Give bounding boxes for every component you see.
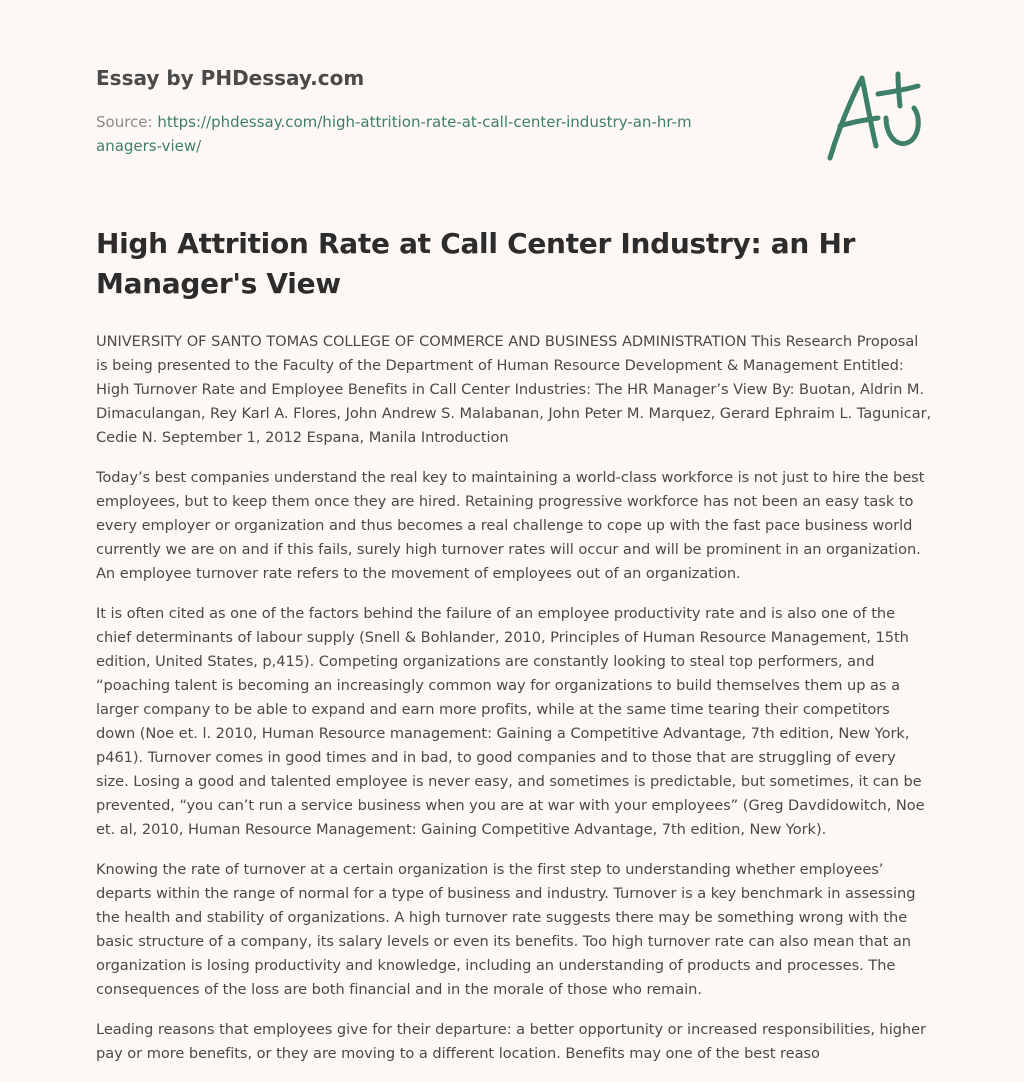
a-plus-logo [820,66,930,166]
source-label: Source: [96,113,158,131]
source-line [96,110,696,158]
article-title: High Attrition Rate at Call Center Industry: an Hr Manager's View [96,227,856,300]
paragraph-intro: UNIVERSITY OF SANTO TOMAS COLLEGE OF COMMERCE AND BUSINESS ADMINISTRATION This Research Proposal is being presented to the Faculty of the Department of Human Resource Development & Management Entitled: High Turnover Rate and Employee Benefits in Call Center Industries: The HR Manager’s View By: Buotan, Aldrin M. Dimaculangan, Rey Karl A. Flores, John Andrew S. Malabanan, John Peter M. Marquez, Gerard Ephraim L. Tagunicar, Cedie N. September 1, 2012 Espana, Manila Introduction [96,333,932,446]
paragraph-5: Leading reasons that employees give for their departure: a better opportunity or increased responsibilities, higher pay or more benefits, or they are moving to a different location. Benefits may one of the best reaso [96,1021,926,1062]
paragraph-2: Today’s best companies understand the real key to maintaining a world-class workforce is not just to hire the best employees, but to keep them once they are hired. Retaining progressive workforce has not been an easy task to every employer or organization and thus becomes a real challenge to cope up with the fast pace business world currently we are on and if this fails, surely high turnover rates will occur and will be prominent in an organization. An employee turnover rate refers to the movement of employees out of an organization. [96,469,925,582]
source-link[interactable]: https://phdessay.com/high-attrition-rate-at-call-center-industry-an-hr-managers-view/ [96,113,692,155]
paragraph-3: It is often cited as one of the factors behind the failure of an employee productivity rate and is also one of the chief determinants of labour supply (Snell & Bohlander, 2010, Principles of Human Resource Management, 15th edition, United States, p,415). Competing organizations are constantly looking to steal top performers, and “poaching talent is becoming an increasingly common way for organizations to build themselves them up as a larger company to be able to expand and earn more profits, while at the same time tearing their competitors down (Noe et. l. 2010, Human Resource management: Gaining a Competitive Advantage, 7th edition, New York, p461). Turnover comes in good times and in bad, to good companies and to those that are struggling of every size. Losing a good and talented employee is never easy, and sometimes is predictable, but sometimes, it can be prevented, “you can’t run a service business when you are at war with your employees” (Greg Davdidowitch, Noe et. al, 2010, Human Resource Management: Gaining Competitive Advantage, 7th edition, New York). [96,605,925,838]
site-title: Essay by PHDessay.com [96,66,365,90]
paragraph-4: Knowing the rate of turnover at a certain organization is the first step to understanding whether employees’ departs within the range of normal for a type of business and industry. Turnover is a key benchmark in assessing the health and stability of organizations. A high turnover rate suggests there may be something wrong with the basic structure of a company, its salary levels or even its benefits. Too high turnover rate can also mean that an organization is losing productivity and knowledge, including an understanding of products and processes. The consequences of the loss are both financial and in the morale of those who remain. [96,861,916,998]
page-header [96,64,736,158]
article [96,224,932,1082]
